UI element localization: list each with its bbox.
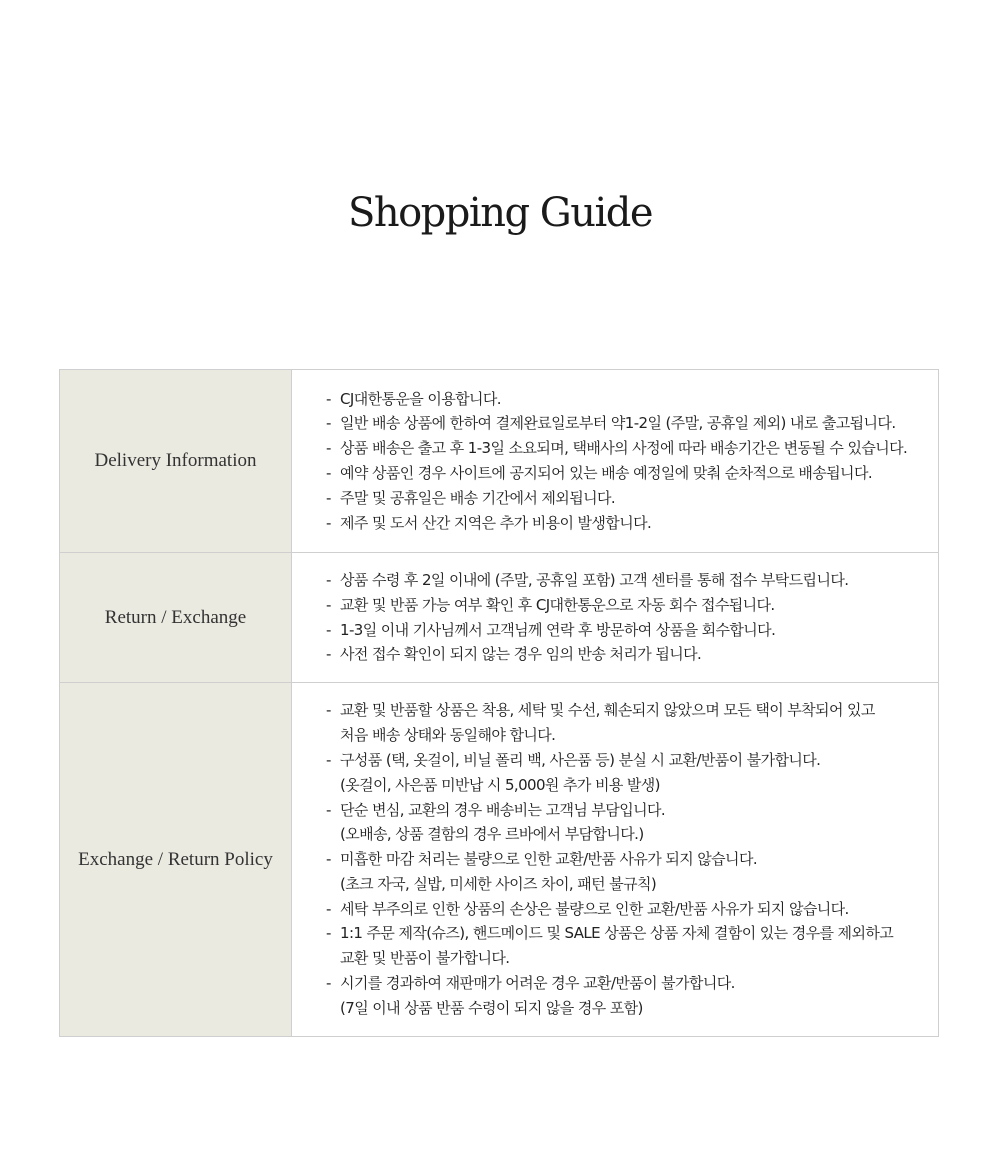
list-item xyxy=(326,593,928,618)
list-item xyxy=(326,618,928,643)
list-item-text: CJ대한통운을 이용합니다. xyxy=(340,389,501,408)
list-item-text: 시기를 경과하여 재판매가 어려운 경우 교환/반품이 불가합니다. xyxy=(340,974,735,993)
list-item xyxy=(326,511,928,536)
list-item-text: 세탁 부주의로 인한 상품의 손상은 불량으로 인한 교환/반품 사유가 되지 않습니다. xyxy=(340,899,849,918)
bullet-dash: - xyxy=(326,488,331,507)
list-item-text: 교환 및 반품 가능 여부 확인 후 CJ대한통운으로 자동 회수 접수됩니다. xyxy=(340,595,775,614)
list-item-text: (초크 자국, 실밥, 미세한 사이즈 차이, 패턴 불규칙) xyxy=(340,874,657,893)
list-item-text: 처음 배송 상태와 동일해야 합니다. xyxy=(340,726,556,745)
list-item xyxy=(326,698,928,748)
bullet-dash: - xyxy=(326,701,331,720)
list-item-text: (옷걸이, 사은품 미반납 시 5,000원 추가 비용 발생) xyxy=(340,775,660,794)
bullet-dash: - xyxy=(326,974,331,993)
list-item-text: 예약 상품인 경우 사이트에 공지되어 있는 배송 예정일에 맞춰 순차적으로 배송됩니다. xyxy=(340,464,873,482)
bullet-dash: - xyxy=(326,800,331,819)
section-label: Return / Exchange xyxy=(60,553,292,683)
return-exchange-row xyxy=(60,553,939,683)
list-item-text: (오배송, 상품 결함의 경우 르바에서 부담합니다.) xyxy=(340,825,644,844)
list-item xyxy=(326,798,928,848)
bullet-dash: - xyxy=(326,439,331,458)
section-label: Exchange / Return Policy xyxy=(60,683,292,1037)
list-item xyxy=(326,568,928,593)
list-item xyxy=(326,411,928,436)
list-item xyxy=(326,486,928,511)
bullet-dash: - xyxy=(326,464,331,482)
list-item-text: (7일 이내 상품 반품 수령이 되지 않을 경우 포함) xyxy=(340,998,643,1017)
list-item-text: 사전 접수 확인이 되지 않는 경우 임의 반송 처리가 됩니다. xyxy=(340,645,702,664)
list-item-text: 교환 및 반품이 불가합니다. xyxy=(340,949,510,968)
section-content xyxy=(292,370,939,553)
list-item-text: 주말 및 공휴일은 배송 기간에서 제외됩니다. xyxy=(340,488,616,507)
list-item xyxy=(326,387,928,412)
delivery-information-list xyxy=(326,387,928,536)
list-item xyxy=(326,461,928,486)
section-content xyxy=(292,683,939,1037)
list-item-text: 단순 변심, 교환의 경우 배송비는 고객님 부담입니다. xyxy=(340,800,666,819)
list-item-text: 구성품 (택, 옷걸이, 비닐 폴리 백, 사은품 등) 분실 시 교환/반품이 불가합니다. xyxy=(340,750,821,769)
bullet-dash: - xyxy=(326,924,331,943)
list-item-text: 제주 및 도서 산간 지역은 추가 비용이 발생합니다. xyxy=(340,513,652,532)
delivery-information-row xyxy=(60,370,939,553)
bullet-dash: - xyxy=(326,645,331,664)
bullet-dash: - xyxy=(326,750,331,769)
bullet-dash: - xyxy=(326,513,331,532)
list-item-text: 일반 배송 상품에 한하여 결제완료일로부터 약1-2일 (주말, 공휴일 제외) 내로 출고됩니다. xyxy=(340,414,896,433)
list-item xyxy=(326,748,928,798)
return-exchange-list xyxy=(326,568,928,667)
list-item-text: 1-3일 이내 기사님께서 고객님께 연락 후 방문하여 상품을 회수합니다. xyxy=(340,620,776,639)
bullet-dash: - xyxy=(326,414,331,433)
list-item xyxy=(326,971,928,1021)
list-item-text: 교환 및 반품할 상품은 착용, 세탁 및 수선, 훼손되지 않았으며 모든 택이 부착되어 있고 xyxy=(340,701,875,720)
list-item-text: 상품 수령 후 2일 이내에 (주말, 공휴일 포함) 고객 센터를 통해 접수 부탁드립니다. xyxy=(340,570,849,589)
list-item xyxy=(326,847,928,897)
list-item-text: 1:1 주문 제작(슈즈), 핸드메이드 및 SALE 상품은 상품 자체 결함이 있는 경우를 제외하고 xyxy=(340,924,894,943)
exchange-return-policy-list xyxy=(326,698,928,1020)
list-item-text: 미흡한 마감 처리는 불량으로 인한 교환/반품 사유가 되지 않습니다. xyxy=(340,850,757,869)
bullet-dash: - xyxy=(326,595,331,614)
bullet-dash: - xyxy=(326,570,331,589)
bullet-dash: - xyxy=(326,899,331,918)
bullet-dash: - xyxy=(326,389,331,408)
shopping-guide-table xyxy=(59,369,939,1037)
page-title: Shopping Guide xyxy=(347,190,653,236)
section-content xyxy=(292,553,939,683)
list-item xyxy=(326,642,928,667)
section-label: Delivery Information xyxy=(60,370,292,553)
list-item xyxy=(326,897,928,922)
exchange-return-policy-row xyxy=(60,683,939,1037)
bullet-dash: - xyxy=(326,850,331,869)
list-item xyxy=(326,436,928,461)
list-item-text: 상품 배송은 출고 후 1-3일 소요되며, 택배사의 사정에 따라 배송기간은 변동될 수 있습니다. xyxy=(340,439,908,458)
bullet-dash: - xyxy=(326,620,331,639)
list-item xyxy=(326,921,928,971)
